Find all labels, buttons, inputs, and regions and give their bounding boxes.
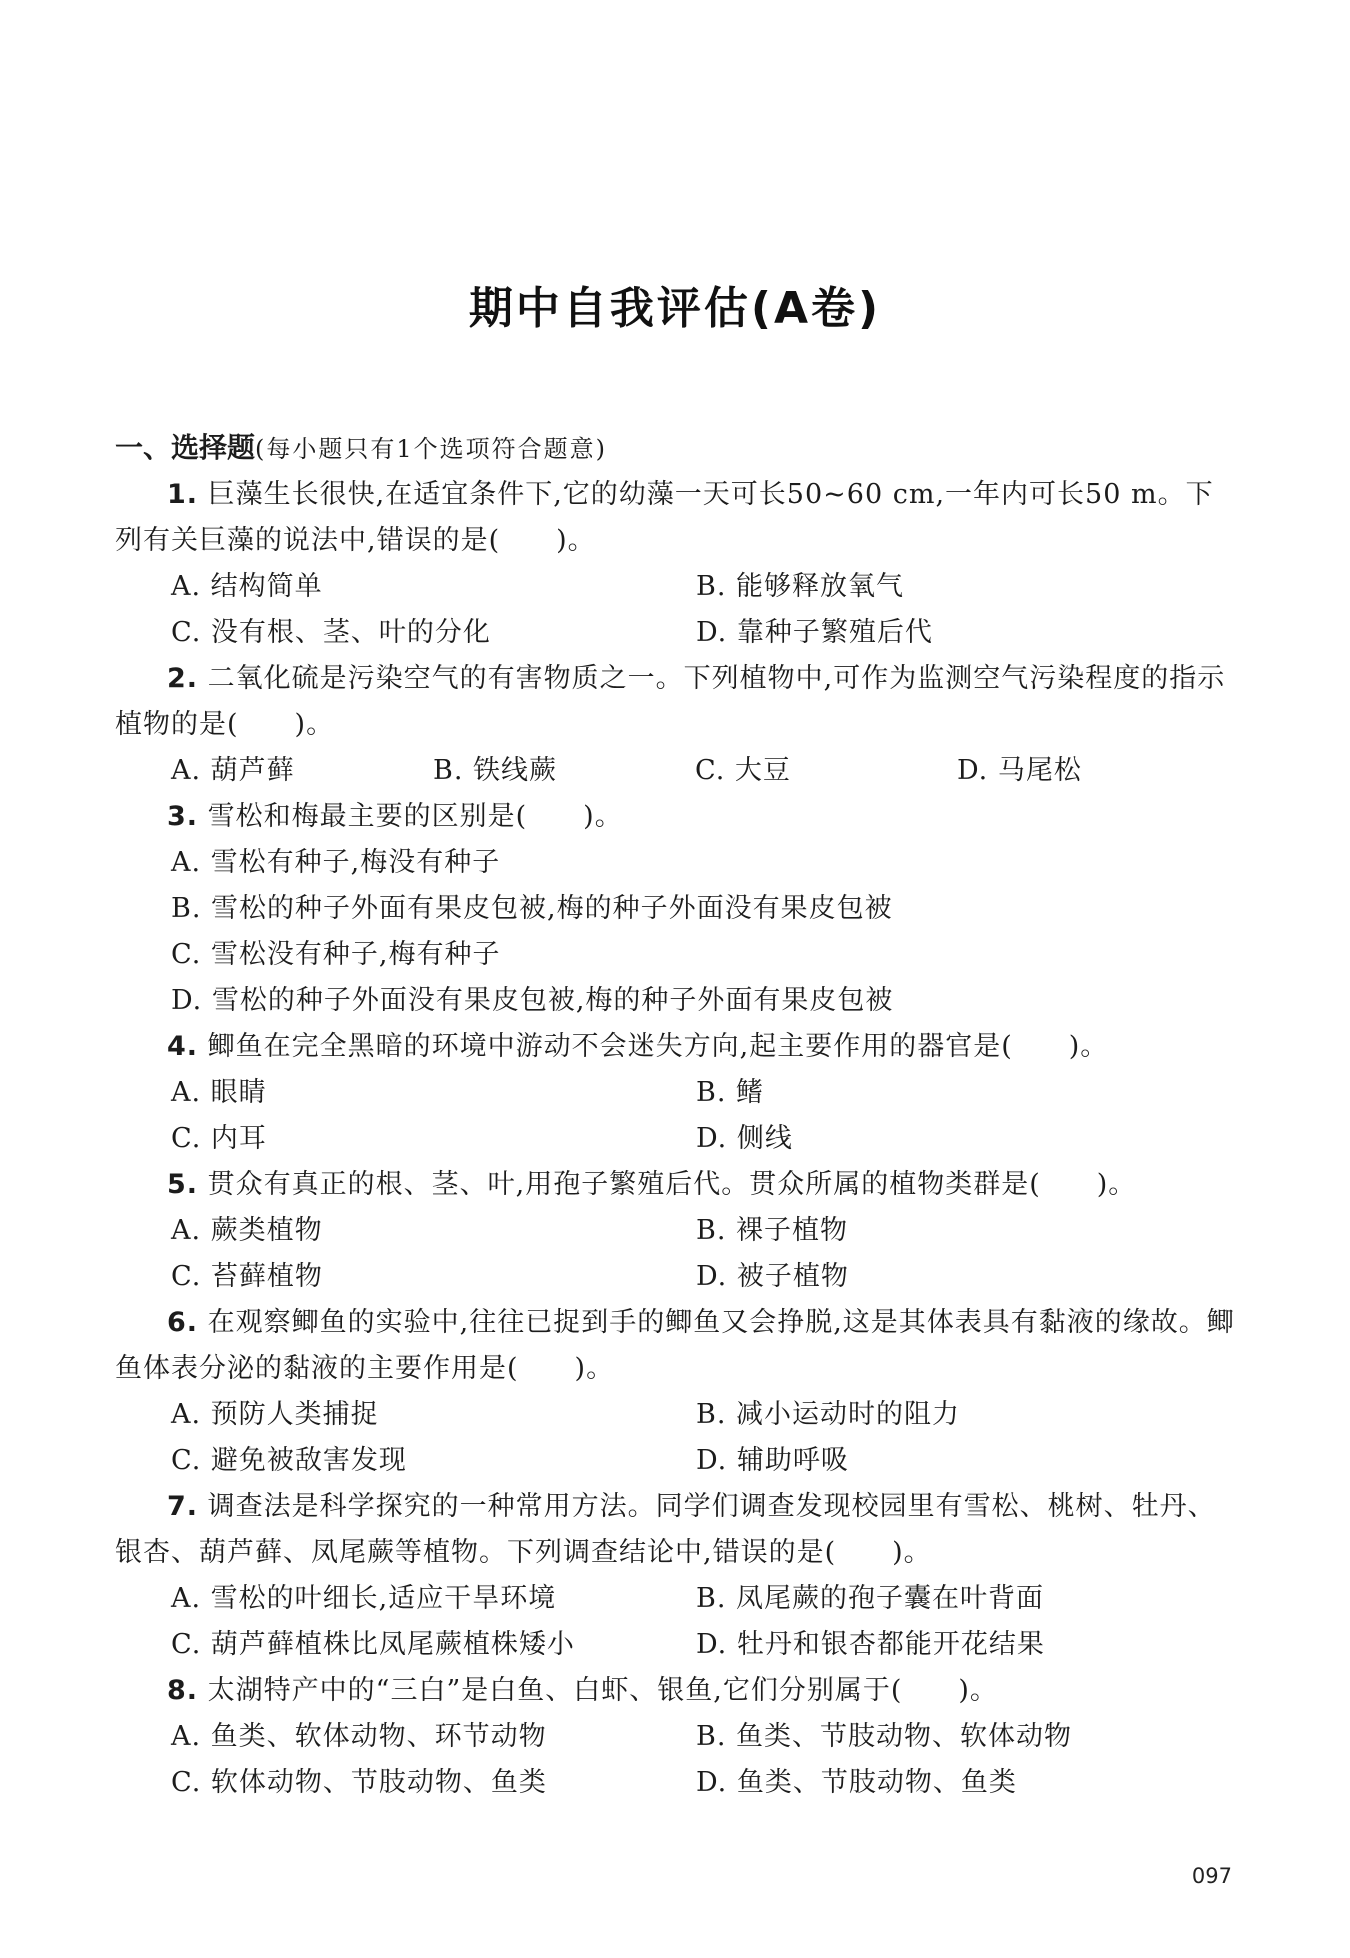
question-6 — [115, 1300, 1240, 1484]
section-title: 一、选择题 — [115, 431, 256, 464]
option-d[interactable]: D. 靠种子繁殖后代 — [696, 617, 933, 648]
question-text: 太湖特产中的“三白”是白鱼、白虾、银鱼,它们分别属于( )。 — [207, 1675, 998, 1706]
question-text: 调查法是科学探究的一种常用方法。同学们调查发现校园里有雪松、桃树、牡丹、银杏、葫芦藓、凤尾蕨等植物。下列调查结论中,错误的是( )。 — [115, 1491, 1216, 1568]
option-d[interactable]: D. 牡丹和银杏都能开花结果 — [696, 1629, 1045, 1660]
option-a[interactable]: A. 雪松有种子,梅没有种子 — [171, 847, 501, 878]
option-c[interactable]: C. 软体动物、节肢动物、鱼类 — [171, 1767, 547, 1798]
question-stem — [115, 1162, 1240, 1208]
option-d[interactable]: D. 辅助呼吸 — [696, 1445, 849, 1476]
page-title: 期中自我评估(A卷) — [468, 283, 882, 334]
option-b[interactable]: B. 凤尾蕨的孢子囊在叶背面 — [696, 1583, 1045, 1614]
question-number: 6. — [167, 1307, 199, 1338]
option-d[interactable]: D. 被子植物 — [696, 1261, 849, 1292]
option-a[interactable]: A. 眼睛 — [171, 1077, 267, 1108]
option-b[interactable]: B. 能够释放氧气 — [696, 571, 905, 602]
option-b[interactable]: B. 减小运动时的阻力 — [696, 1399, 961, 1430]
option-c[interactable]: C. 大豆 — [695, 755, 791, 786]
question-text: 雪松和梅最主要的区别是( )。 — [207, 801, 623, 832]
option-c[interactable]: C. 葫芦藓植株比凤尾蕨植株矮小 — [171, 1629, 575, 1660]
question-text: 巨藻生长很快,在适宜条件下,它的幼藻一天可长50~60 cm,一年内可长50 m。下列有关巨藻的说法中,错误的是( )。 — [115, 479, 1214, 556]
question-number: 1. — [167, 479, 199, 510]
option-a[interactable]: A. 结构简单 — [171, 571, 323, 602]
option-b[interactable]: B. 裸子植物 — [696, 1215, 849, 1246]
option-c[interactable]: C. 没有根、茎、叶的分化 — [171, 617, 491, 648]
option-a[interactable]: A. 雪松的叶细长,适应干旱环境 — [171, 1583, 557, 1614]
question-5 — [115, 1162, 1240, 1300]
question-3 — [115, 794, 1240, 1024]
question-stem — [115, 472, 1240, 564]
option-d[interactable]: D. 鱼类、节肢动物、鱼类 — [696, 1767, 1017, 1798]
option-d[interactable]: D. 雪松的种子外面没有果皮包被,梅的种子外面有果皮包被 — [171, 985, 894, 1016]
option-a[interactable]: A. 蕨类植物 — [171, 1215, 323, 1246]
question-text: 二氧化硫是污染空气的有害物质之一。下列植物中,可作为监测空气污染程度的指示植物的是( )。 — [115, 663, 1226, 740]
section-note: (每小题只有1个选项符合题意) — [255, 435, 608, 463]
question-1 — [115, 472, 1240, 656]
question-number: 7. — [167, 1491, 199, 1522]
question-stem — [115, 1024, 1240, 1070]
question-stem — [115, 794, 1240, 840]
option-list — [115, 1576, 1240, 1668]
option-d[interactable]: D. 马尾松 — [957, 755, 1082, 786]
question-number: 4. — [167, 1031, 199, 1062]
question-stem — [115, 1668, 1240, 1714]
question-number: 3. — [167, 801, 199, 832]
option-a[interactable]: A. 葫芦藓 — [171, 755, 295, 786]
option-a[interactable]: A. 预防人类捕捉 — [171, 1399, 379, 1430]
question-number: 8. — [167, 1675, 199, 1706]
option-c[interactable]: C. 避免被敌害发现 — [171, 1445, 407, 1476]
option-list — [115, 1208, 1240, 1300]
option-list — [115, 1392, 1240, 1484]
option-b[interactable]: B. 鳍 — [696, 1077, 765, 1108]
option-b[interactable]: B. 鱼类、节肢动物、软体动物 — [696, 1721, 1073, 1752]
question-section — [115, 425, 1240, 1806]
question-text: 在观察鲫鱼的实验中,往往已捉到手的鲫鱼又会挣脱,这是其体表具有黏液的缘故。鲫鱼体表分泌的黏液的主要作用是( )。 — [115, 1307, 1235, 1384]
question-stem — [115, 656, 1240, 748]
question-text: 鲫鱼在完全黑暗的环境中游动不会迷失方向,起主要作用的器官是( )。 — [207, 1031, 1109, 1062]
option-c[interactable]: C. 雪松没有种子,梅有种子 — [171, 939, 501, 970]
option-c[interactable]: C. 苔藓植物 — [171, 1261, 323, 1292]
option-a[interactable]: A. 鱼类、软体动物、环节动物 — [171, 1721, 547, 1752]
option-c[interactable]: C. 内耳 — [171, 1123, 267, 1154]
question-number: 5. — [167, 1169, 199, 1200]
question-7 — [115, 1484, 1240, 1668]
option-b[interactable]: B. 铁线蕨 — [433, 755, 558, 786]
question-text: 贯众有真正的根、茎、叶,用孢子繁殖后代。贯众所属的植物类群是( )。 — [207, 1169, 1137, 1200]
option-b[interactable]: B. 雪松的种子外面有果皮包被,梅的种子外面没有果皮包被 — [171, 893, 893, 924]
option-list — [115, 840, 1240, 1024]
question-stem — [115, 1484, 1240, 1576]
question-stem — [115, 1300, 1240, 1392]
question-2 — [115, 656, 1240, 794]
option-list — [115, 564, 1240, 656]
option-list — [115, 1714, 1240, 1806]
option-list — [115, 748, 1240, 794]
question-4 — [115, 1024, 1240, 1162]
question-number: 2. — [167, 663, 199, 694]
section-heading — [115, 425, 1240, 472]
question-8 — [115, 1668, 1240, 1806]
option-d[interactable]: D. 侧线 — [696, 1123, 793, 1154]
page-number: 097 — [1191, 1864, 1232, 1888]
option-list — [115, 1070, 1240, 1162]
